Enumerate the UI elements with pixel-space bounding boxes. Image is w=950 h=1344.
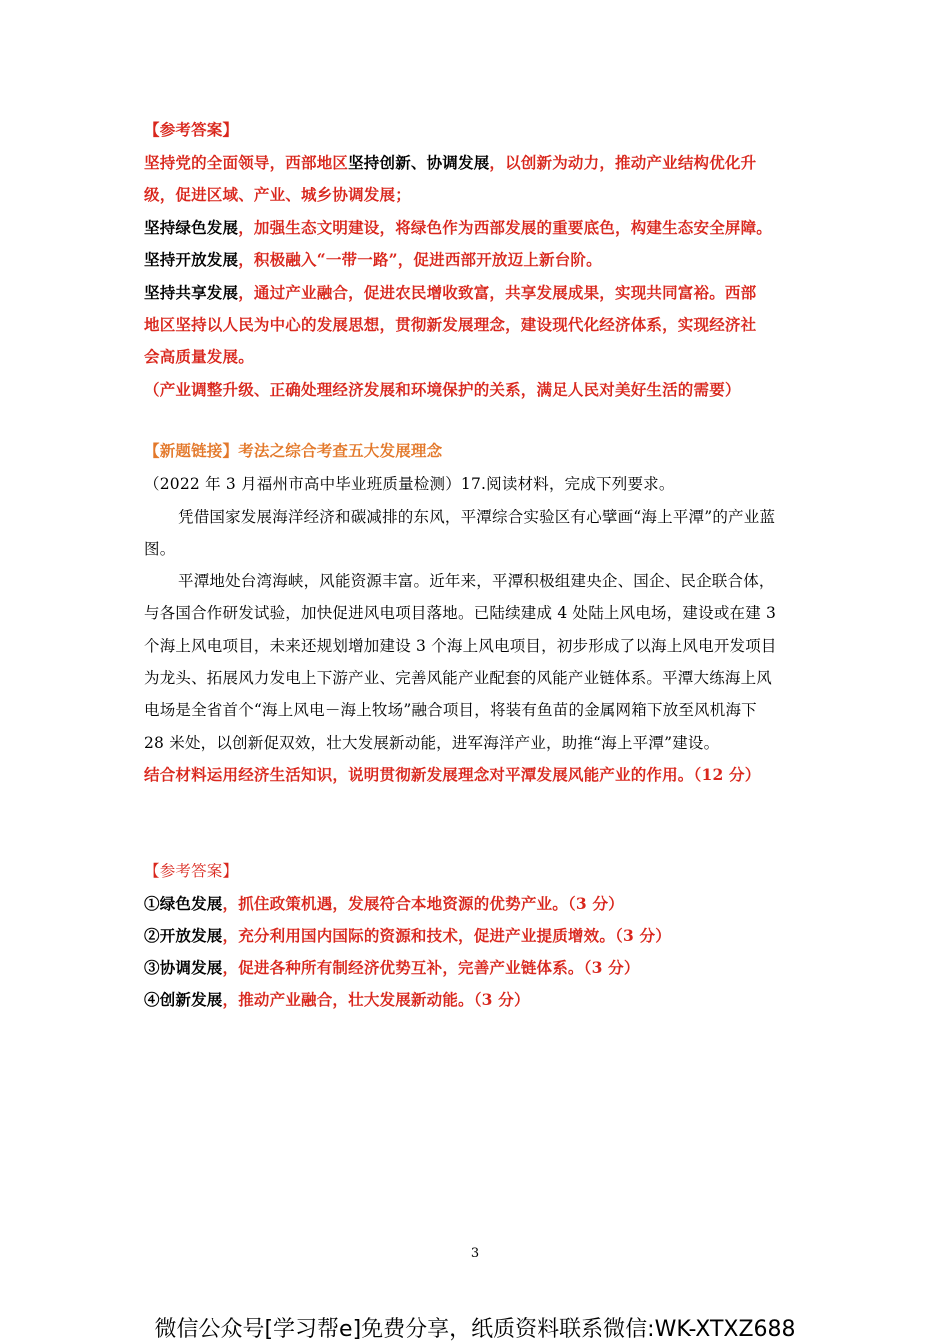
answer-line: 坚持绿色发展，加强生态文明建设，将绿色作为西部发展的重要底色，构建生态安全屏障。 bbox=[144, 218, 773, 237]
answer-line: 地区坚持以人民为中心的发展思想，贯彻新发展理念，建设现代化经济体系，实现经济社 bbox=[144, 315, 757, 334]
material-paragraph: 个海上风电项目，未来还规划增加建设 3 个海上风电项目，初步形成了以海上风电开发项目 bbox=[144, 637, 777, 655]
material-paragraph: 凭借国家发展海洋经济和碳减排的东风，平潭综合实验区有心擘画“海上平潭”的产业蓝 bbox=[178, 508, 776, 526]
answer-item: ③协调发展，促进各种所有制经济优势互补，完善产业链体系。（3 分） bbox=[144, 958, 640, 977]
answer-header: 【参考答案】 bbox=[144, 862, 239, 880]
answer-line: 会高质量发展。 bbox=[144, 347, 254, 366]
answer-item: ②开放发展，充分利用国内国际的资源和技术，促进产业提质增效。（3 分） bbox=[144, 926, 671, 945]
answer-note: （产业调整升级、正确处理经济发展和环境保护的关系，满足人民对美好生活的需要） bbox=[144, 380, 741, 399]
material-paragraph: 与各国合作研发试验，加快促进风电项目落地。已陆续建成 4 处陆上风电场，建设或在建 3 bbox=[144, 604, 777, 622]
page-number: 3 bbox=[470, 1246, 480, 1261]
answer-line: 级，促进区域、产业、城乡协调发展； bbox=[144, 185, 411, 204]
material-paragraph: 28 米处，以创新促双效，壮大发展新动能，进军海洋产业，助推“海上平潭”建设。 bbox=[144, 734, 720, 752]
question-prompt: 结合材料运用经济生活知识，说明贯彻新发展理念对平潭发展风能产业的作用。（12 分） bbox=[144, 765, 761, 784]
material-paragraph: 电场是全省首个“海上风电－海上牧场”融合项目，将装有鱼苗的金属网箱下放至风机海下 bbox=[144, 701, 757, 719]
material-paragraph: 为龙头、拓展风力发电上下游产业、完善风能产业配套的风能产业链体系。平潭大练海上风 bbox=[144, 669, 773, 687]
material-paragraph: 图。 bbox=[144, 540, 176, 558]
new-question-header: 【新题链接】考法之综合考查五大发展理念 bbox=[144, 441, 443, 460]
answer-line: 坚持开放发展，积极融入“一带一路”，促进西部开放迈上新台阶。 bbox=[144, 250, 602, 269]
answer-line: 坚持共享发展，通过产业融合，促进农民增收致富，共享发展成果，实现共同富裕。西部 bbox=[144, 283, 757, 302]
material-paragraph: 平潭地处台湾海峡，风能资源丰富。近年来，平潭积极组建央企、国企、民企联合体， bbox=[178, 572, 775, 590]
answer-line: 坚持党的全面领导，西部地区坚持创新、协调发展，以创新为动力，推动产业结构优化升 bbox=[144, 153, 757, 172]
answer-item: ①绿色发展，抓住政策机遇，发展符合本地资源的优势产业。（3 分） bbox=[144, 894, 624, 913]
answer-header: 【参考答案】 bbox=[144, 120, 239, 139]
answer-item: ④创新发展，推动产业融合，壮大发展新动能。（3 分） bbox=[144, 990, 530, 1009]
footer-watermark: 微信公众号[学习帮e]免费分享，纸质资料联系微信:WK-XTXZ688 bbox=[154, 1317, 796, 1342]
question-source: （2022 年 3 月福州市高中毕业班质量检测）17.阅读材料，完成下列要求。 bbox=[144, 475, 675, 493]
